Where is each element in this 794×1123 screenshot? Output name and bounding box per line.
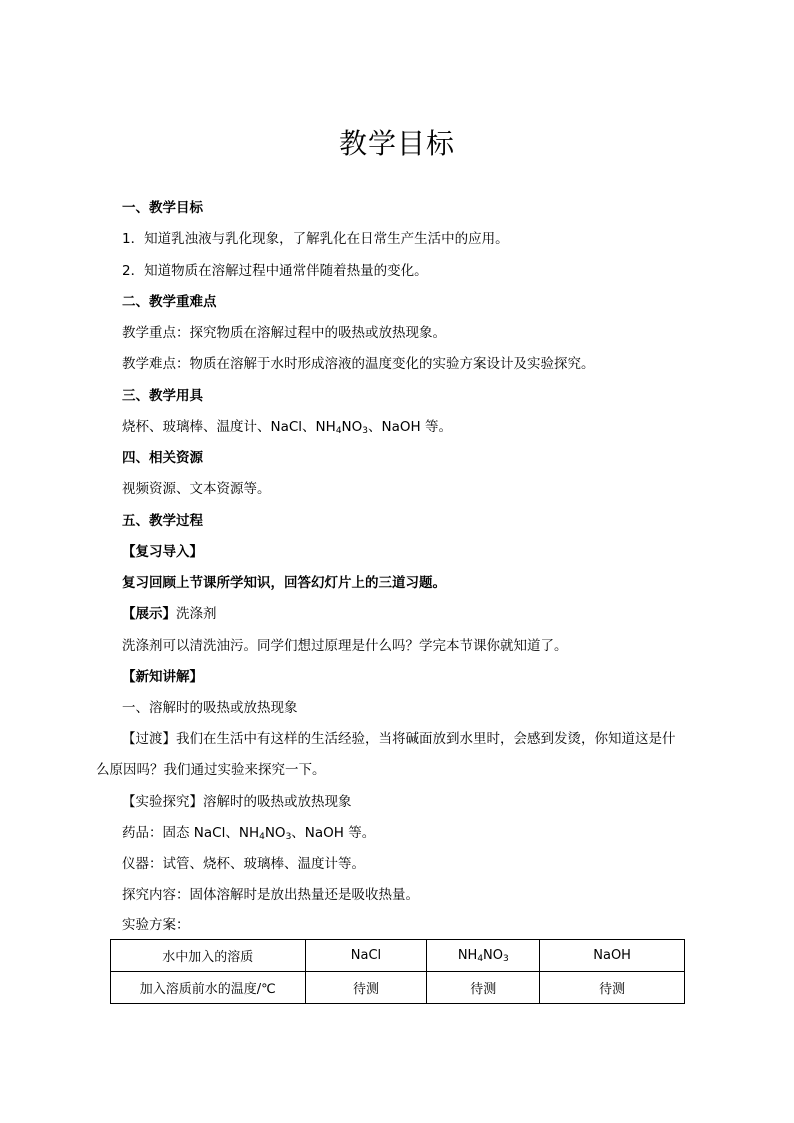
- section-heading-tools: 三、教学用具: [122, 388, 203, 404]
- table-row: [111, 940, 685, 972]
- table-row: [111, 972, 685, 1004]
- table-cell-label: 水中加入的溶质: [111, 940, 306, 972]
- table-cell-label: 加入溶质前水的温度/℃: [111, 972, 306, 1004]
- new-knowledge-heading: 【新知讲解】: [122, 669, 203, 685]
- experiment-heading: 【实验探究】溶解时的吸热或放热现象: [122, 794, 352, 810]
- table-cell: NaCl: [305, 940, 427, 972]
- reagents-line: 药品：固态 NaCl、$NH_4NO_3$、NaOH 等。: [122, 825, 376, 842]
- content-line: 探究内容：固体溶解时是放出热量还是吸收热量。: [122, 887, 419, 903]
- tools-list: 烧杯、玻璃棒、温度计、NaCl、$NH_4NO_3$、NaOH 等。: [122, 419, 452, 436]
- review-heading: 【复习导入】: [122, 544, 203, 560]
- table-cell: 待测: [305, 972, 427, 1004]
- table-cell: NaOH: [540, 940, 685, 972]
- objective-2: 2．知道物质在溶解过程中通常伴随着热量的变化。: [122, 263, 428, 279]
- display-line: 【展示】洗涤剂: [122, 606, 217, 622]
- table-cell: 待测: [427, 972, 540, 1004]
- plan-label: 实验方案：: [122, 917, 190, 933]
- instruments-line: 仪器：试管、烧杯、玻璃棒、温度计等。: [122, 856, 365, 872]
- difficult-point: 教学难点：物质在溶解于水时形成溶液的温度变化的实验方案设计及实验探究。: [122, 356, 595, 372]
- transition-text-line1: 【过渡】我们在生活中有这样的生活经验，当将碱面放到水里时，会感到发烫，你知道这是什: [122, 731, 676, 747]
- table-cell: 待测: [540, 972, 685, 1004]
- transition-text-line2: 么原因吗？我们通过实验来探究一下。: [96, 762, 326, 778]
- subsection-heading: 一、溶解时的吸热或放热现象: [122, 700, 298, 716]
- table-cell: $NH_4NO_3$: [427, 940, 540, 972]
- section-heading-objectives: 一、教学目标: [122, 200, 203, 216]
- objective-1: 1．知道乳浊液与乳化现象，了解乳化在日常生产生活中的应用。: [122, 231, 509, 247]
- display-text: 洗涤剂可以清洗油污。同学们想过原理是什么吗？学完本节课你就知道了。: [122, 638, 568, 654]
- key-point: 教学重点：探究物质在溶解过程中的吸热或放热现象。: [122, 325, 446, 341]
- section-heading-process: 五、教学过程: [122, 513, 203, 529]
- page-title: 教学目标: [338, 127, 455, 160]
- resources-text: 视频资源、文本资源等。: [122, 481, 271, 497]
- experiment-table: [110, 939, 685, 1004]
- section-heading-key-points: 二、教学重难点: [122, 294, 217, 310]
- section-heading-resources: 四、相关资源: [122, 450, 203, 466]
- review-text: 复习回顾上节课所学知识，回答幻灯片上的三道习题。: [122, 575, 446, 591]
